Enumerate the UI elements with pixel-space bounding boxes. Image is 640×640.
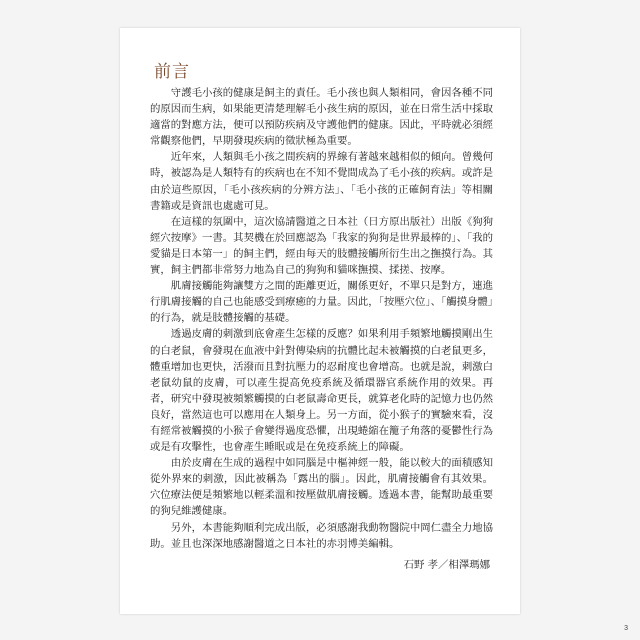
paragraph: 另外，本書能夠順利完成出版，必須感謝我動物醫院中岡仁盡全力地協助。並且也深深地感謝醫道之日本社的赤羽博美編輯。 — [150, 521, 493, 550]
author-signature: 石野 孝／相澤瑪娜 — [403, 559, 490, 571]
page-title: 前言 — [154, 62, 190, 82]
page-number: 3 — [624, 625, 628, 632]
paragraph: 在這樣的氛圍中，這次協請醫道之日本社（日方原出版社）出版《狗狗經穴按摩》一書。其契機在於回應認為「我家的狗狗是世界最棒的」、「我的愛貓是日本第一」的飼主們，經由每天的肢體接觸所衍生出之撫摸行為。其實，飼主們都非常努力地為自己的狗狗和貓咪撫摸、揉搓、按摩。 — [150, 215, 493, 277]
paragraph: 近年來，人類與毛小孩之間疾病的界線有著越來越相似的傾向。曾幾何時，被認為是人類特有的疾病也在不知不覺間成為了毛小孩的疾病。或許是由於這些原因，「毛小孩疾病的分辨方法」、「毛小孩的正確飼育法」等相關書籍或是資訊也處處可見。 — [150, 151, 493, 212]
paragraph: 透過皮膚的刺激到底會產生怎樣的反應？如果利用手頻繁地觸摸剛出生的白老鼠，會發現在血液中針對傳染病的抗體比起未被觸摸的白老鼠更多，體重增加也更快，活潑而且對抗壓力的忍耐度也會增高。也就是說，刺激白老鼠幼鼠的皮膚，可以產生提高免疫系統及循環器官系統作用的效果。再者，研究中發現被頻繁觸摸的白老鼠壽命更長，就算老化時的記憶力也仍然良好，當然這也可以應用在人類身上。另一方面，從小猴子的實驗來看，沒有經常被觸摸的小猴子會變得過度恐懼，出現蜷縮在籠子角落的憂鬱性行為或是有攻擊性，也會產生睡眠或是在免疫系統上的障礙。 — [150, 328, 493, 454]
book-page — [120, 28, 520, 614]
paragraph: 守護毛小孩的健康是飼主的責任。毛小孩也與人類相同，會因各種不同的原因而生病，如果能更清楚理解毛小孩生病的原因，並在日常生活中採取適當的對應方法，便可以預防疾病及守護他們的健康。因此，平時就必須經常觀察他們，早期發現疾病的徵狀極為重要。 — [150, 87, 493, 148]
paragraph: 由於皮膚在生成的過程中如同腦是中樞神經一般，能以較大的面積感知從外界來的刺激，因此被稱為「露出的腦」。因此，肌膚接觸會有其效果。穴位療法便是頻繁地以輕柔溫和按壓做肌膚接觸。透過本書，能幫助最重要的狗兒維護健康。 — [150, 457, 493, 518]
body-text — [150, 85, 493, 552]
paragraph: 肌膚接觸能夠讓雙方之間的距離更近，關係更好，不單只是對方，連進行肌膚接觸的自己也能感受到療癒的力量。因此，「按壓穴位」、「觸摸身體」的行為，就是肢體接觸的基礎。 — [150, 280, 493, 325]
